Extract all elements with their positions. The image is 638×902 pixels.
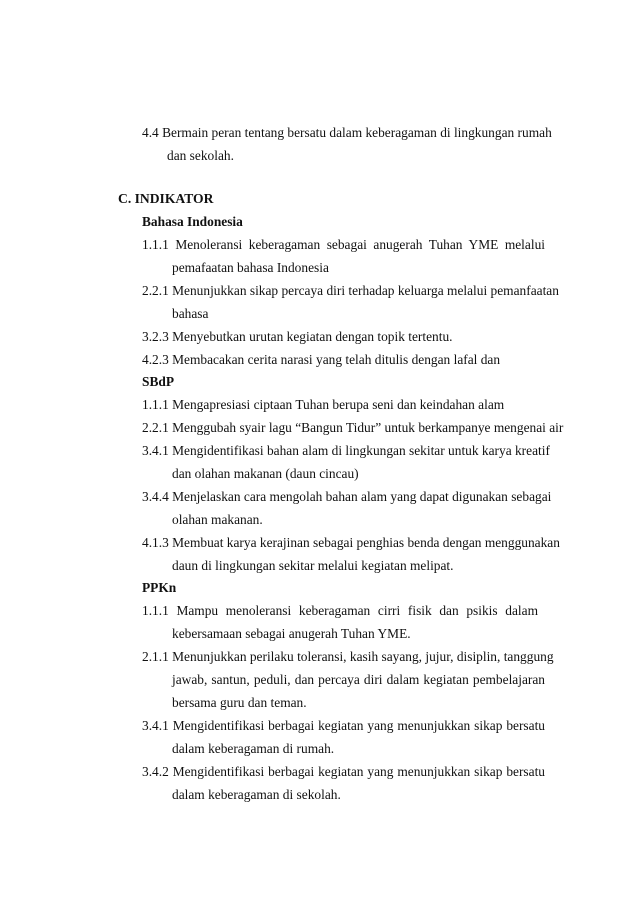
indicator-line: daun di lingkungan sekitar melalui kegiatan melipat. [172,558,454,573]
indicator-line: 3.4.2 Mengidentifikasi berbagai kegiatan yang menunjukkan sikap bersatu [142,764,545,779]
indicator-line: 1.1.1 Menoleransi keberagaman sebagai anugerah Tuhan YME melalui [142,237,545,252]
indicator-line: 4.2.3 Membacakan cerita narasi yang telah ditulis dengan lafal dan [142,352,501,367]
indicator-line: dalam keberagaman di rumah. [172,741,335,756]
indicator-line: 3.2.3 Menyebutkan urutan kegiatan dengan topik tertentu. [142,329,453,344]
indicator-line: 2.1.1 Menunjukkan perilaku toleransi, kasih sayang, jujur, disiplin, tanggung [142,649,554,664]
indicator-line: 2.2.1 Menunjukkan sikap percaya diri terhadap keluarga melalui pemanfaatan [142,283,559,298]
indicator-line: dan sekolah. [167,148,234,163]
indicator-line: pemafaatan bahasa Indonesia [172,260,329,275]
section-heading: C. INDIKATOR [118,191,214,206]
indicator-line: 4.1.3 Membuat karya kerajinan sebagai penghias benda dengan menggunakan [142,535,560,550]
indicator-line: jawab, santun, peduli, dan percaya diri dalam kegiatan pembelajaran [172,672,545,687]
indicator-line: dan olahan makanan (daun cincau) [172,466,359,481]
indicator-line: dalam keberagaman di sekolah. [172,787,341,802]
indicator-line: 1.1.1 Mengapresiasi ciptaan Tuhan berupa seni dan keindahan alam [142,397,505,412]
indicator-line: olahan makanan. [172,512,263,527]
subject-title-sbdp: SBdP [142,374,175,389]
indicator-line: kebersamaan sebagai anugerah Tuhan YME. [172,626,411,641]
indicator-line: 3.4.1 Mengidentifikasi bahan alam di lingkungan sekitar untuk karya kreatif [142,443,550,458]
indicator-line: 2.2.1 Menggubah syair lagu “Bangun Tidur” untuk berkampanye mengenai air [142,420,564,435]
indicator-line: 3.4.1 Mengidentifikasi berbagai kegiatan yang menunjukkan sikap bersatu [142,718,545,733]
indicator-line: bersama guru dan teman. [172,695,307,710]
indicator-line: bahasa [172,306,209,321]
indicator-line: 1.1.1 Mampu menoleransi keberagaman cirri fisik dan psikis dalam [142,603,538,618]
indicator-line: 3.4.4 Menjelaskan cara mengolah bahan alam yang dapat digunakan sebagai [142,489,552,504]
subject-title-bahasa: Bahasa Indonesia [142,214,243,229]
indicator-line: 4.4 Bermain peran tentang bersatu dalam keberagaman di lingkungan rumah [142,125,552,140]
subject-title-ppkn: PPKn [142,580,177,595]
